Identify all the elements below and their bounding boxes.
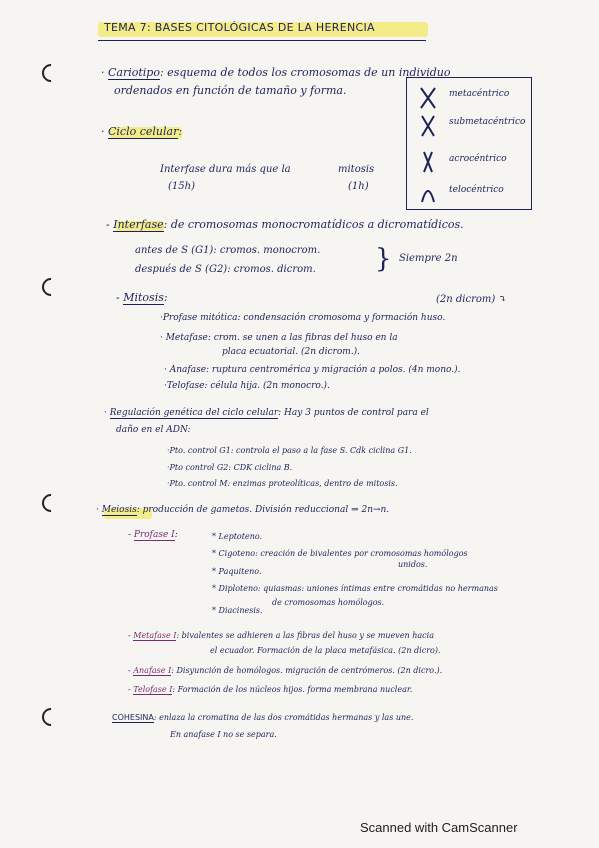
profase-item: * Paquiteno. (212, 567, 262, 576)
interfase-side: Siempre 2n (399, 253, 458, 264)
metafase-i-line1: - Metafase I: bivalentes se adhieren a las fibras del huso y se mueven hacia (128, 631, 434, 640)
regulacion-line2: daño en el ADN: (116, 425, 191, 435)
anafase-i-line: - Anafase I: Disyunción de homólogos. migración de centrómeros. (2n dicro.). (128, 666, 443, 675)
ciclo-line1a: Interfase dura más que la (160, 164, 291, 175)
mitosis-side: (2n dicrom) ⤵ (436, 294, 507, 305)
regulacion-point-g1: ·Pto. control G1: controla el paso a la fase S. Cdk ciclina G1. (167, 446, 412, 455)
cohesina-term: COHESINA (112, 713, 154, 722)
regulacion-point-m: ·Pto. control M: enzimas proteolíticas, dentro de mitosis. (167, 479, 398, 488)
ciclo-line2b: (1h) (348, 181, 369, 192)
binder-ring-1 (38, 60, 63, 85)
regulacion-point-g2: ·Pto control G2: CDK ciclina B. (167, 463, 293, 472)
profase-i-heading: - Profase I: (128, 530, 178, 540)
profase-item: de cromosomas homólogos. (272, 598, 385, 607)
interfase-term: Interfase (113, 218, 164, 231)
chromosome-types-box (406, 77, 532, 210)
ciclo-heading: · Ciclo celular: (101, 125, 183, 138)
scanner-watermark: Scanned with CamScanner (360, 820, 518, 835)
interfase-line3: después de S (G2): cromos. dicrom. (135, 264, 316, 275)
binder-ring-3 (38, 490, 63, 515)
regulacion-term: Regulación genética del ciclo celular (109, 408, 279, 418)
profase-item: unidos. (398, 560, 428, 569)
cohesina-line2: En anafase I no se separa. (170, 730, 277, 739)
brace: } (375, 244, 392, 274)
chromosome-type-label: acrocéntrico (449, 154, 507, 164)
regulacion-line1: · Regulación genética del ciclo celular: Hay 3 puntos de control para el (104, 408, 429, 418)
ciclo-line1b: mitosis (338, 164, 375, 175)
anafase-line: · Anafase: ruptura centromérica y migración a polos. (4n mono.). (164, 365, 461, 375)
telofase-line: ·Telofase: célula hija. (2n monocro.). (164, 381, 330, 391)
interfase-line2: antes de S (G1): cromos. monocrom. (135, 245, 321, 256)
metafase-i-term: Metafase I (133, 631, 177, 640)
anafase-i-term: Anafase I (133, 666, 172, 675)
ciclo-term: Ciclo celular (108, 125, 179, 138)
submetacentric-icon (417, 114, 439, 138)
interfase-line1: - Interfase: de cromosomas monocromatídicos a dicromatídicos. (106, 218, 464, 231)
cariotipo-line2: ordenados en función de tamaño y forma. (114, 84, 347, 97)
metafase-i-line2: el ecuador. Formación de la placa metafásica. (2n dicro). (210, 646, 441, 655)
telofase-i-term: Telofase I (133, 685, 173, 694)
title-underline (98, 40, 426, 41)
profase-item: * Cigoteno: creación de bivalentes por cromosomas homólogos (212, 549, 468, 558)
profase-line: ·Profase mitótica: condensación cromosoma y formación huso. (160, 313, 446, 323)
page-title: TEMA 7: BASES CITOLÓGICAS DE LA HERENCIA (104, 21, 375, 34)
metacentric-icon (417, 86, 439, 110)
ciclo-line2a: (15h) (168, 181, 195, 192)
binder-ring-4 (38, 704, 63, 729)
profase-item: * Diploteno: quiasmas: uniones íntimas entre cromátidas no hermanas (212, 584, 498, 593)
metafase-line2: placa ecuatorial. (2n dicrom.). (222, 347, 361, 357)
cariotipo-paragraph: · Cariotipo: esquema de todos los cromosomas de un individuo (101, 66, 451, 79)
profase-item: * Diacinesis. (212, 606, 263, 615)
cohesina-line1: COHESINA: enlaza la cromatina de las dos cromátidas hermanas y las une. (112, 713, 414, 722)
acrocentric-icon (417, 150, 439, 174)
mitosis-term: Mitosis (123, 291, 164, 304)
mitosis-heading: - Mitosis: (116, 291, 168, 304)
telocentric-icon (417, 180, 439, 204)
binder-ring-2 (38, 274, 63, 299)
profase-item: * Leptoteno. (212, 532, 263, 541)
profase-i-term: Profase I (133, 530, 175, 540)
meiosis-term: Meiosis (101, 505, 137, 515)
metafase-line1: · Metafase: crom. se unen a las fibras del huso en la (160, 333, 398, 343)
chromosome-type-label: submetacéntrico (449, 117, 526, 127)
cariotipo-term: Cariotipo (108, 66, 160, 79)
meiosis-line1: · Meiosis: producción de gametos. División reduccional ⇒ 2n→n. (96, 505, 390, 515)
telofase-i-line: - Telofase I: Formación de los núcleos hijos. forma membrana nuclear. (128, 685, 413, 694)
chromosome-type-label: telocéntrico (449, 185, 504, 195)
chromosome-type-label: metacéntrico (449, 89, 510, 99)
